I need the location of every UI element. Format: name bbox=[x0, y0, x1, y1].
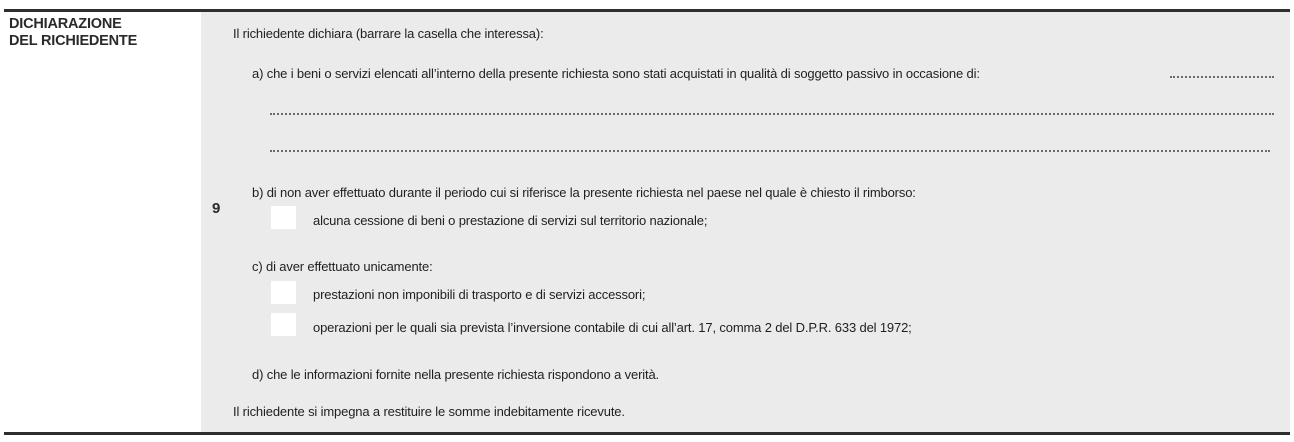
item-c-text: c) di aver effettuato unicamente: bbox=[252, 259, 433, 274]
intro-text: Il richiedente dichiara (barrare la casella che interessa): bbox=[233, 26, 544, 41]
section-title-line-2: DEL RICHIEDENTE bbox=[9, 33, 138, 49]
bottom-border bbox=[4, 432, 1290, 435]
checkbox-c-1[interactable] bbox=[271, 281, 296, 304]
item-b-option-1: alcuna cessione di beni o prestazione di servizi sul territorio nazionale; bbox=[313, 213, 708, 228]
item-c-option-1: prestazioni non imponibili di trasporto e di servizi accessori; bbox=[313, 287, 646, 302]
item-a-text: a) che i beni o servizi elencati all’interno della presente richiesta sono stati acquistati in qualità di soggetto passivo in occasione di: bbox=[252, 66, 980, 81]
section-number: 9 bbox=[212, 200, 221, 217]
section-title bbox=[9, 16, 137, 50]
item-c-option-2: operazioni per le quali sia prevista l’inversione contabile di cui all’art. 17, comma 2 del D.P.R. 633 del 1972; bbox=[313, 320, 912, 335]
item-d-text: d) che le informazioni fornite nella presente richiesta rispondono a verità. bbox=[252, 367, 659, 382]
checkbox-b-1[interactable] bbox=[271, 206, 296, 229]
item-a-fill-line-2[interactable] bbox=[270, 113, 1274, 115]
item-b-text: b) di non aver effettuato durante il periodo cui si riferisce la presente richiesta nel paese nel quale è chiesto il rimborso: bbox=[252, 185, 916, 200]
section-title-line-1: DICHIARAZIONE bbox=[9, 16, 122, 32]
label-column bbox=[4, 12, 200, 432]
checkbox-c-2[interactable] bbox=[271, 313, 296, 336]
closing-text: Il richiedente si impegna a restituire le somme indebitamente ricevute. bbox=[233, 404, 625, 419]
item-a-fill-line-3[interactable] bbox=[270, 150, 1270, 152]
item-a-fill-line-1[interactable] bbox=[1170, 76, 1274, 78]
